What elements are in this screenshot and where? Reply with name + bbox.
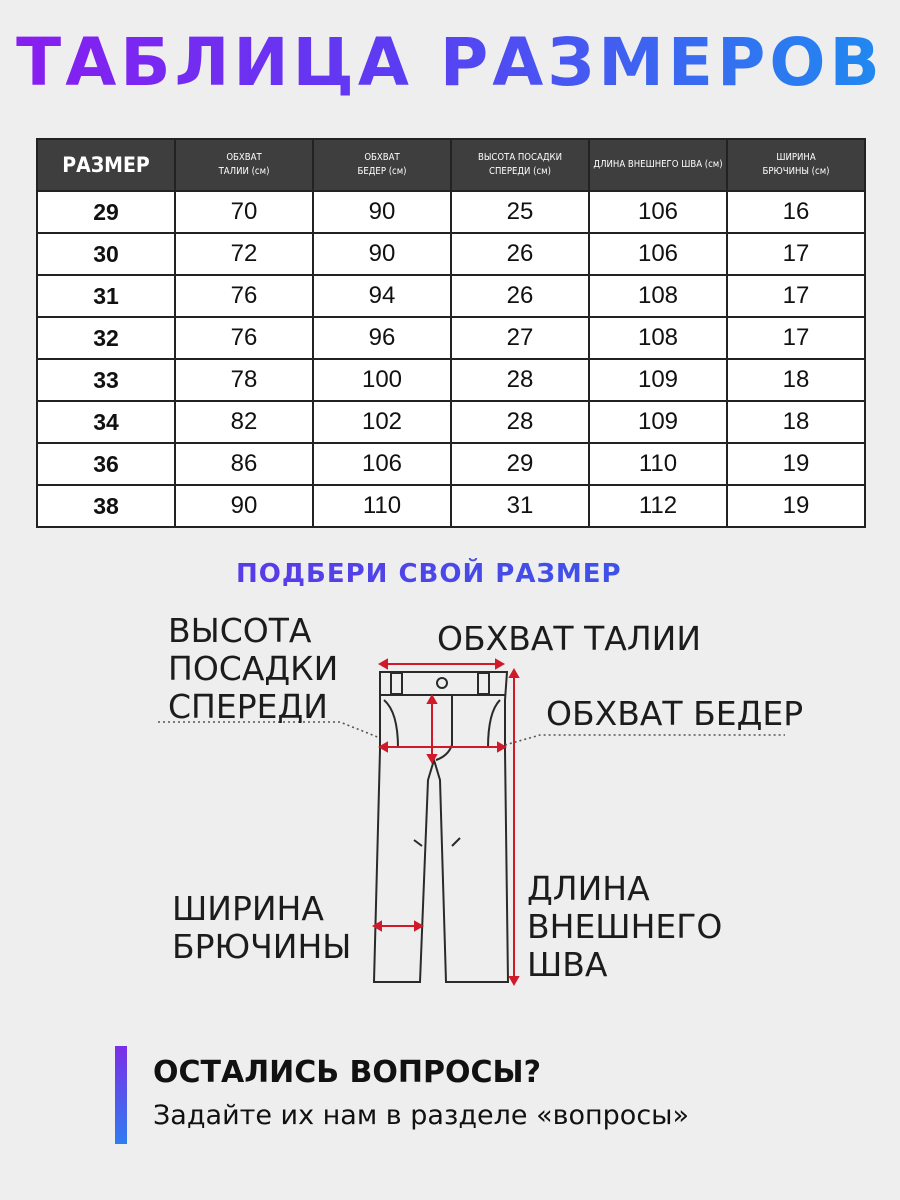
measure-cell: 106: [313, 443, 451, 485]
measure-cell: 72: [175, 233, 313, 275]
measure-cell: 110: [589, 443, 727, 485]
measure-cell: 70: [175, 191, 313, 233]
measure-cell: 25: [451, 191, 589, 233]
measure-cell: 31: [451, 485, 589, 527]
header-hips: ОБХВАТ БЕДЕР (см): [313, 139, 451, 191]
measure-cell: 102: [313, 401, 451, 443]
hips-arrow-left: [380, 743, 387, 751]
measure-cell: 76: [175, 317, 313, 359]
measure-cell: 106: [589, 233, 727, 275]
measure-cell: 17: [727, 317, 865, 359]
questions-heading: ОСТАЛИСЬ ВОПРОСЫ?: [153, 1055, 542, 1090]
measure-cell: 19: [727, 443, 865, 485]
size-cell: 38: [37, 485, 175, 527]
measure-cell: 112: [589, 485, 727, 527]
measure-cell: 100: [313, 359, 451, 401]
knee-crease-left: [414, 840, 422, 846]
pants-diagram: [0, 600, 900, 1000]
measure-cell: 82: [175, 401, 313, 443]
measure-cell: 28: [451, 401, 589, 443]
outseam-arrow-bottom: [510, 977, 518, 984]
measure-cell: 106: [589, 191, 727, 233]
table-row: [37, 359, 865, 401]
measure-cell: 110: [313, 485, 451, 527]
measure-cell: 108: [589, 317, 727, 359]
outseam-arrow-top: [510, 670, 518, 677]
accent-bar: [115, 1046, 127, 1144]
table-row: [37, 401, 865, 443]
waist-arrow-left: [380, 660, 387, 668]
measure-cell: 27: [451, 317, 589, 359]
pants-outline: [374, 672, 508, 982]
fly-line: [436, 695, 452, 760]
label-waist: ОБХВАТ ТАЛИИ: [437, 619, 701, 658]
measure-cell: 96: [313, 317, 451, 359]
leg-width-arrow-right: [415, 922, 422, 930]
measure-cell: 19: [727, 485, 865, 527]
pocket-left: [384, 700, 398, 748]
knee-crease-right: [452, 838, 460, 846]
label-rise: ВЫСОТА ПОСАДКИ СПЕРЕДИ: [168, 611, 339, 726]
table-row: [37, 485, 865, 527]
measure-cell: 90: [313, 191, 451, 233]
measure-cell: 90: [313, 233, 451, 275]
size-cell: 31: [37, 275, 175, 317]
measure-cell: 17: [727, 233, 865, 275]
label-leg-width: ШИРИНА БРЮЧИНЫ: [172, 889, 352, 966]
measure-cell: 109: [589, 359, 727, 401]
size-cell: 32: [37, 317, 175, 359]
measure-cell: 108: [589, 275, 727, 317]
rise-arrow-top: [428, 696, 436, 703]
hips-leader-line: [505, 735, 785, 745]
size-cell: 30: [37, 233, 175, 275]
size-cell: 29: [37, 191, 175, 233]
size-table: [36, 138, 866, 528]
measure-cell: 26: [451, 275, 589, 317]
header-leg-width: ШИРИНА БРЮЧИНЫ (см): [727, 139, 865, 191]
size-cell: 33: [37, 359, 175, 401]
header-outseam: ДЛИНА ВНЕШНЕГО ШВА (см): [589, 139, 727, 191]
measure-cell: 18: [727, 401, 865, 443]
page-title: ТАБЛИЦА РАЗМЕРОВ: [0, 18, 900, 108]
label-outseam: ДЛИНА ВНЕШНЕГО ШВА: [527, 869, 723, 984]
table-row: [37, 443, 865, 485]
header-size: РАЗМЕР: [37, 139, 175, 191]
table-row: [37, 233, 865, 275]
header-waist: ОБХВАТ ТАЛИИ (см): [175, 139, 313, 191]
label-hips: ОБХВАТ БЕДЕР: [546, 694, 804, 733]
section-subtitle: ПОДБЕРИ СВОЙ РАЗМЕР: [0, 556, 660, 592]
size-cell: 36: [37, 443, 175, 485]
measure-cell: 17: [727, 275, 865, 317]
measure-cell: 78: [175, 359, 313, 401]
measure-cell: 26: [451, 233, 589, 275]
measure-cell: 18: [727, 359, 865, 401]
measure-cell: 109: [589, 401, 727, 443]
measure-cell: 90: [175, 485, 313, 527]
measure-cell: 29: [451, 443, 589, 485]
hips-arrow-right: [498, 743, 505, 751]
button-icon: [437, 678, 447, 688]
size-cell: 34: [37, 401, 175, 443]
table-header-row: [37, 139, 865, 191]
belt-loop-right: [478, 673, 489, 694]
waist-arrow-right: [496, 660, 503, 668]
table-row: [37, 317, 865, 359]
table-body: [37, 191, 865, 527]
table-row: [37, 191, 865, 233]
measure-cell: 94: [313, 275, 451, 317]
table-row: [37, 275, 865, 317]
pocket-right: [488, 700, 500, 748]
measure-lines: [374, 660, 518, 984]
measure-cell: 28: [451, 359, 589, 401]
questions-text: Задайте их нам в разделе «вопросы»: [153, 1100, 690, 1131]
belt-loop-left: [391, 673, 402, 694]
measure-cell: 16: [727, 191, 865, 233]
measure-cell: 76: [175, 275, 313, 317]
header-rise: ВЫСОТА ПОСАДКИ СПЕРЕДИ (см): [451, 139, 589, 191]
measure-cell: 86: [175, 443, 313, 485]
